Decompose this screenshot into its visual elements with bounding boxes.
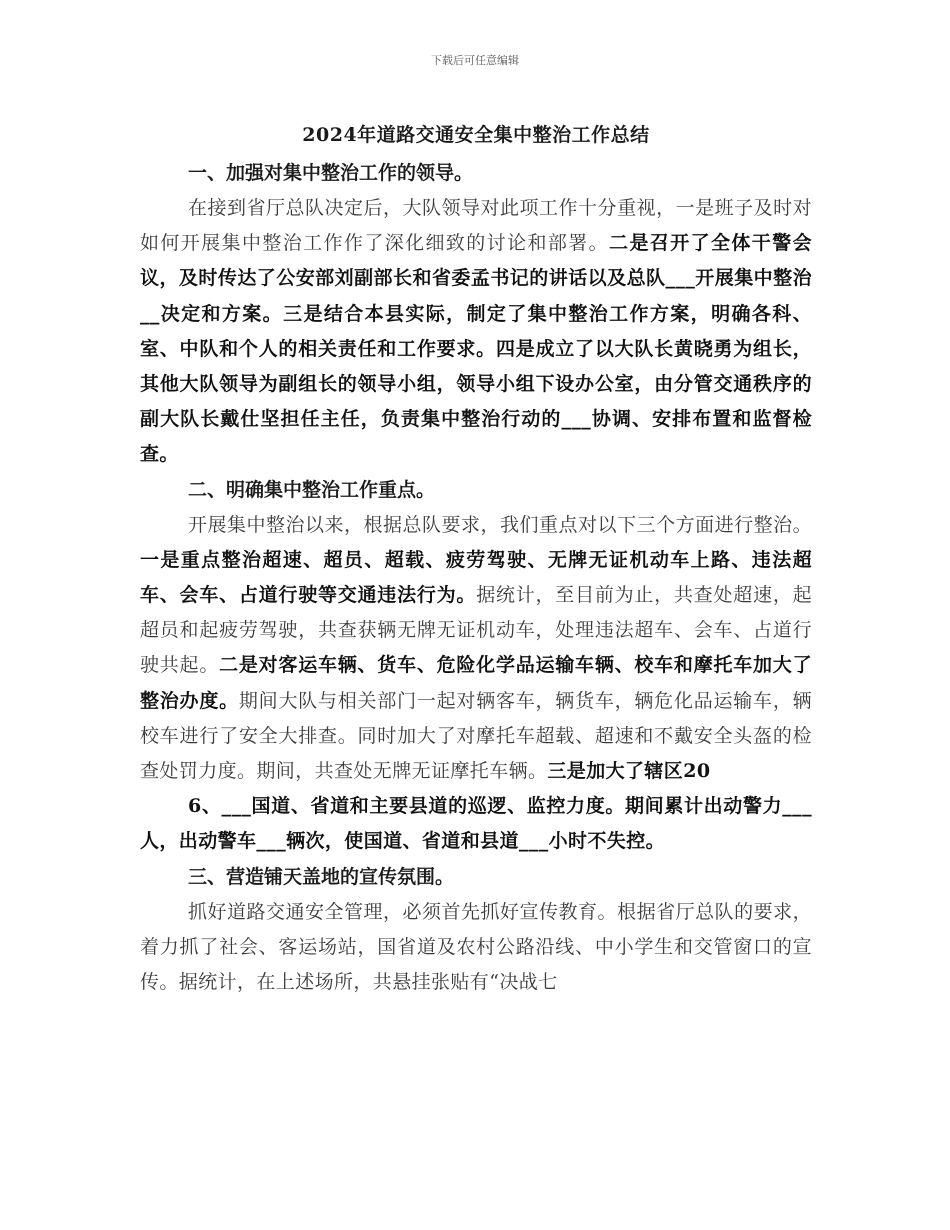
section-3-paragraph — [140, 895, 812, 1001]
text-run-bold: 一是重点整治超速、超员、超载、疲劳驾驶、无牌无证机动车上路、违法超车、会车、占道行驶等交通违法行为。 — [140, 548, 812, 607]
text-run-bold: 二是召开了全体干警会议，及时传达了公安部刘副部长和省委孟书记的讲话以及总队___开展集中整治__决定和方案。三是结合本县实际，制定了集中整治工作方案，明确各科、室、中队和个人的相关责任和工作要求。四是成立了以大队长黄晓勇为组长，其他大队领导为副组长的领导小组，领导小组下设办公室，由分管交通秩序的副大队长戴仕坚担任主任，负责集中整治行动的___协调、安排布置和监督检查。 — [140, 232, 812, 466]
text-run-bold: 二是对客运车辆、货车、危险化学品运输车辆、校车和摩托车加大了整治办度。 — [140, 654, 812, 712]
text-run: 抓好道路交通安全管理，必须首先抓好宣传教育。根据省厅总队的要求，着力抓了社会、客运场站，国省道及农村公路沿线、中小学生和交管窗口的宣传。据统计，在上述场所，共悬挂张贴有“决战七 — [140, 900, 812, 994]
document-title: 2024年道路交通安全集中整治工作总结 — [302, 124, 650, 146]
section-2-heading: 二、明确集中整治工作重点。 — [188, 478, 436, 501]
section-1-paragraph — [140, 191, 812, 473]
header-note: 下载后可任意编辑 — [431, 54, 519, 67]
section-1-heading: 一、加强对集中整治工作的领导。 — [188, 162, 474, 184]
text-run-bold: 三是加大了辖区20 — [547, 760, 711, 783]
section-2-paragraph — [140, 508, 812, 790]
text-run-bold: 6、___国道、省道和主要县道的巡逻、监控力度。期间累计出动警力___人，出动警车___辆次，使国道、省道和县道___小时不失控。 — [140, 795, 812, 853]
text-run: 期间大队与相关部门一起对辆客车，辆货车，辆危化品运输车，辆校车进行了安全大排查。同时加大了对摩托车超载、超速和不戴安全头盔的检查处罚力度。期间，共查处无牌无证摩托车辆。 — [140, 689, 812, 783]
text-run: 开展集中整治以来，根据总队要求，我们重点对以下三个方面进行整治。 — [188, 513, 812, 536]
text-run: 在接到省厅总队决定后，大队领导对此项工作十分重视，一是班子及时对如何开展集中整治工作作了深化细致的讨论和部署。 — [140, 197, 812, 255]
section-3-heading: 三、营造铺天盖地的宣传氛围。 — [188, 865, 455, 888]
document-body — [140, 118, 812, 1000]
text-run: 据统计，至目前为止，共查处超速，起超员和起疲劳驾驶，共查获辆无牌无证机动车，处理违法超车、会车、占道行驶共起。 — [140, 584, 812, 677]
section-2-continuation — [140, 789, 812, 859]
